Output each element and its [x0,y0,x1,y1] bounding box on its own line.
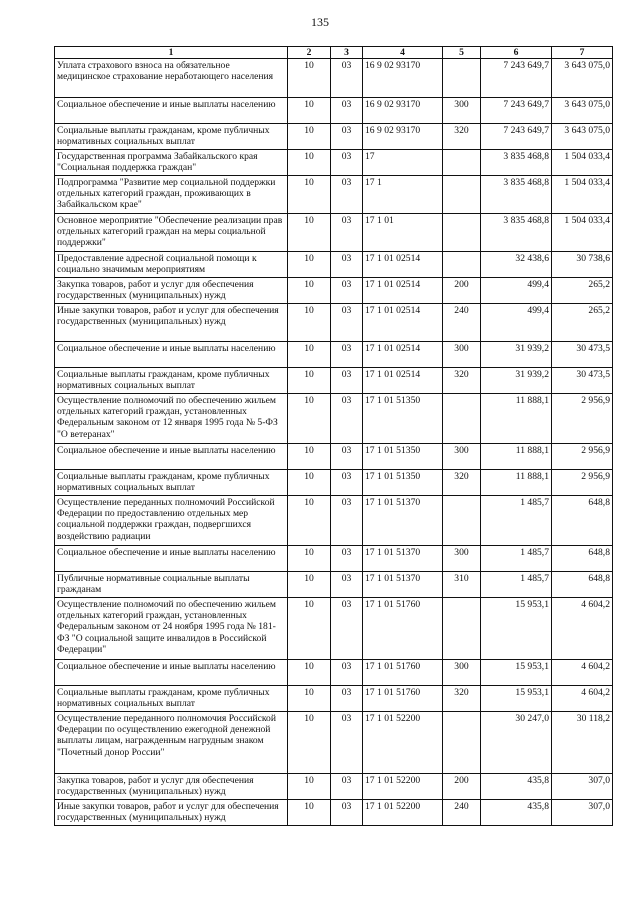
subsection-code: 03 [331,572,363,598]
section-code: 10 [288,214,331,252]
target-article-code: 17 1 01 51370 [363,496,443,546]
table-header-row [55,47,613,59]
row-name: Социальное обеспечение и иные выплаты населению [55,546,288,572]
section-code: 10 [288,150,331,176]
target-article-code: 17 1 01 02514 [363,304,443,342]
amount-col7: 648,8 [552,546,613,572]
table-row [55,394,613,444]
amount-col6: 30 247,0 [481,712,552,774]
section-code: 10 [288,342,331,368]
amount-col6: 15 953,1 [481,686,552,712]
section-code: 10 [288,368,331,394]
row-name: Социальное обеспечение и иные выплаты населению [55,444,288,470]
amount-col7: 1 504 033,4 [552,214,613,252]
expense-type-code: 200 [443,278,481,304]
table-row [55,712,613,774]
amount-col6: 7 243 649,7 [481,98,552,124]
target-article-code: 17 1 01 51350 [363,394,443,444]
expense-type-code [443,394,481,444]
section-code: 10 [288,660,331,686]
expense-type-code [443,712,481,774]
section-code: 10 [288,124,331,150]
section-code: 10 [288,470,331,496]
amount-col7: 1 504 033,4 [552,150,613,176]
amount-col7: 2 956,9 [552,394,613,444]
row-name: Подпрограмма "Развитие мер социальной поддержки отдельных категорий граждан, проживающих в Забайкальском крае" [55,176,288,214]
amount-col6: 3 835 468,8 [481,176,552,214]
subsection-code: 03 [331,124,363,150]
section-code: 10 [288,394,331,444]
row-name: Социальное обеспечение и иные выплаты населению [55,660,288,686]
expense-type-code: 200 [443,774,481,800]
row-name: Социальное обеспечение и иные выплаты населению [55,98,288,124]
subsection-code: 03 [331,394,363,444]
section-code: 10 [288,686,331,712]
section-code: 10 [288,572,331,598]
amount-col7: 1 504 033,4 [552,176,613,214]
expense-type-code: 320 [443,686,481,712]
subsection-code: 03 [331,546,363,572]
column-header: 2 [288,47,331,59]
table-row [55,660,613,686]
amount-col7: 307,0 [552,774,613,800]
section-code: 10 [288,496,331,546]
subsection-code: 03 [331,98,363,124]
table-row [55,496,613,546]
subsection-code: 03 [331,59,363,98]
target-article-code: 17 [363,150,443,176]
table-row [55,800,613,826]
row-name: Иные закупки товаров, работ и услуг для обеспечения государственных (муниципальных) нужд [55,304,288,342]
row-name: Социальные выплаты гражданам, кроме публичных нормативных социальных выплат [55,368,288,394]
amount-col7: 2 956,9 [552,444,613,470]
subsection-code: 03 [331,712,363,774]
expense-type-code [443,150,481,176]
target-article-code: 17 1 01 51350 [363,444,443,470]
amount-col6: 31 939,2 [481,342,552,368]
expense-type-code [443,252,481,278]
amount-col6: 11 888,1 [481,470,552,496]
subsection-code: 03 [331,660,363,686]
row-name: Предоставление адресной социальной помощи к социально значимым мероприятиям [55,252,288,278]
amount-col7: 648,8 [552,572,613,598]
row-name: Осуществление полномочий по обеспечению жильем отдельных категорий граждан, установленных Федеральным законом от 24 ноября 1995 года № 181-ФЗ "О социальной защите инвалидов в Российской Федерации" [55,598,288,660]
section-code: 10 [288,800,331,826]
row-name: Социальные выплаты гражданам, кроме публичных нормативных социальных выплат [55,124,288,150]
section-code: 10 [288,546,331,572]
table-row [55,278,613,304]
amount-col6: 11 888,1 [481,394,552,444]
amount-col7: 265,2 [552,304,613,342]
amount-col7: 30 118,2 [552,712,613,774]
amount-col7: 30 473,5 [552,368,613,394]
target-article-code: 17 1 01 02514 [363,252,443,278]
section-code: 10 [288,774,331,800]
expense-type-code [443,598,481,660]
table-row [55,368,613,394]
column-header: 7 [552,47,613,59]
table-row [55,342,613,368]
expense-type-code: 240 [443,800,481,826]
expense-type-code [443,59,481,98]
subsection-code: 03 [331,176,363,214]
table-row [55,774,613,800]
target-article-code: 17 1 01 51760 [363,686,443,712]
subsection-code: 03 [331,598,363,660]
target-article-code: 16 9 02 93170 [363,98,443,124]
amount-col6: 15 953,1 [481,660,552,686]
table-row [55,598,613,660]
table-row [55,546,613,572]
section-code: 10 [288,59,331,98]
expense-type-code: 310 [443,572,481,598]
table-row [55,124,613,150]
amount-col6: 499,4 [481,304,552,342]
table-row [55,98,613,124]
subsection-code: 03 [331,686,363,712]
column-header: 4 [363,47,443,59]
amount-col6: 7 243 649,7 [481,59,552,98]
amount-col6: 11 888,1 [481,444,552,470]
expense-type-code: 300 [443,342,481,368]
amount-col6: 3 835 468,8 [481,150,552,176]
amount-col6: 31 939,2 [481,368,552,394]
subsection-code: 03 [331,368,363,394]
amount-col6: 435,8 [481,800,552,826]
row-name: Социальное обеспечение и иные выплаты населению [55,342,288,368]
expense-type-code: 320 [443,124,481,150]
target-article-code: 17 1 01 51760 [363,660,443,686]
section-code: 10 [288,444,331,470]
amount-col7: 2 956,9 [552,470,613,496]
subsection-code: 03 [331,800,363,826]
table-row [55,150,613,176]
row-name: Осуществление переданного полномочия Российской Федерации по осуществлению ежегодной денежной выплаты лицам, награжденным нагрудным знаком "Почетный донор России" [55,712,288,774]
table-row [55,214,613,252]
table-row [55,176,613,214]
table-row [55,59,613,98]
budget-table [54,46,613,826]
subsection-code: 03 [331,150,363,176]
section-code: 10 [288,176,331,214]
amount-col6: 1 485,7 [481,572,552,598]
table-row [55,572,613,598]
amount-col6: 435,8 [481,774,552,800]
expense-type-code [443,214,481,252]
target-article-code: 17 1 01 51350 [363,470,443,496]
amount-col7: 4 604,2 [552,660,613,686]
subsection-code: 03 [331,444,363,470]
target-article-code: 17 1 01 02514 [363,278,443,304]
section-code: 10 [288,712,331,774]
expense-type-code [443,176,481,214]
page-number: 135 [311,15,329,29]
amount-col7: 648,8 [552,496,613,546]
subsection-code: 03 [331,214,363,252]
column-header: 1 [55,47,288,59]
table-row [55,304,613,342]
target-article-code: 17 1 01 02514 [363,342,443,368]
target-article-code: 17 1 01 52200 [363,800,443,826]
row-name: Закупка товаров, работ и услуг для обеспечения государственных (муниципальных) нужд [55,278,288,304]
subsection-code: 03 [331,278,363,304]
expense-type-code: 320 [443,470,481,496]
section-code: 10 [288,598,331,660]
amount-col7: 307,0 [552,800,613,826]
subsection-code: 03 [331,252,363,278]
amount-col7: 4 604,2 [552,598,613,660]
amount-col7: 3 643 075,0 [552,59,613,98]
amount-col7: 3 643 075,0 [552,124,613,150]
target-article-code: 17 1 01 52200 [363,712,443,774]
amount-col7: 30 473,5 [552,342,613,368]
row-name: Социальные выплаты гражданам, кроме публичных нормативных социальных выплат [55,470,288,496]
amount-col7: 265,2 [552,278,613,304]
column-header: 6 [481,47,552,59]
row-name: Основное мероприятие "Обеспечение реализации прав отдельных категорий граждан на меры социальной поддержки" [55,214,288,252]
amount-col7: 3 643 075,0 [552,98,613,124]
expense-type-code: 300 [443,546,481,572]
amount-col6: 499,4 [481,278,552,304]
table-row [55,470,613,496]
target-article-code: 17 1 01 52200 [363,774,443,800]
row-name: Государственная программа Забайкальского края "Социальная поддержка граждан" [55,150,288,176]
subsection-code: 03 [331,774,363,800]
amount-col6: 15 953,1 [481,598,552,660]
amount-col6: 1 485,7 [481,496,552,546]
expense-type-code [443,496,481,546]
expense-type-code: 300 [443,660,481,686]
table-row [55,686,613,712]
expense-type-code: 320 [443,368,481,394]
table-row [55,444,613,470]
row-name: Уплата страхового взноса на обязательное медицинское страхование неработающего населения [55,59,288,98]
subsection-code: 03 [331,496,363,546]
amount-col7: 4 604,2 [552,686,613,712]
amount-col6: 3 835 468,8 [481,214,552,252]
table-row [55,252,613,278]
expense-type-code: 300 [443,98,481,124]
target-article-code: 17 1 01 02514 [363,368,443,394]
target-article-code: 17 1 01 [363,214,443,252]
expense-type-code: 240 [443,304,481,342]
subsection-code: 03 [331,304,363,342]
section-code: 10 [288,304,331,342]
target-article-code: 17 1 01 51370 [363,546,443,572]
target-article-code: 16 9 02 93170 [363,124,443,150]
row-name: Закупка товаров, работ и услуг для обеспечения государственных (муниципальных) нужд [55,774,288,800]
row-name: Осуществление полномочий по обеспечению жильем отдельных категорий граждан, установленных Федеральным законом от 12 января 1995 года № 5-ФЗ "О ветеранах" [55,394,288,444]
section-code: 10 [288,98,331,124]
target-article-code: 17 1 01 51760 [363,598,443,660]
column-header: 5 [443,47,481,59]
amount-col6: 32 438,6 [481,252,552,278]
target-article-code: 17 1 01 51370 [363,572,443,598]
row-name: Иные закупки товаров, работ и услуг для обеспечения государственных (муниципальных) нужд [55,800,288,826]
target-article-code: 16 9 02 93170 [363,59,443,98]
amount-col6: 7 243 649,7 [481,124,552,150]
section-code: 10 [288,278,331,304]
subsection-code: 03 [331,342,363,368]
row-name: Социальные выплаты гражданам, кроме публичных нормативных социальных выплат [55,686,288,712]
section-code: 10 [288,252,331,278]
amount-col7: 30 738,6 [552,252,613,278]
target-article-code: 17 1 [363,176,443,214]
subsection-code: 03 [331,470,363,496]
expense-type-code: 300 [443,444,481,470]
row-name: Публичные нормативные социальные выплаты гражданам [55,572,288,598]
amount-col6: 1 485,7 [481,546,552,572]
column-header: 3 [331,47,363,59]
row-name: Осуществление переданных полномочий Российской Федерации по предоставлению отдельных мер социальной поддержки граждан, подвергшихся воздействию радиации [55,496,288,546]
